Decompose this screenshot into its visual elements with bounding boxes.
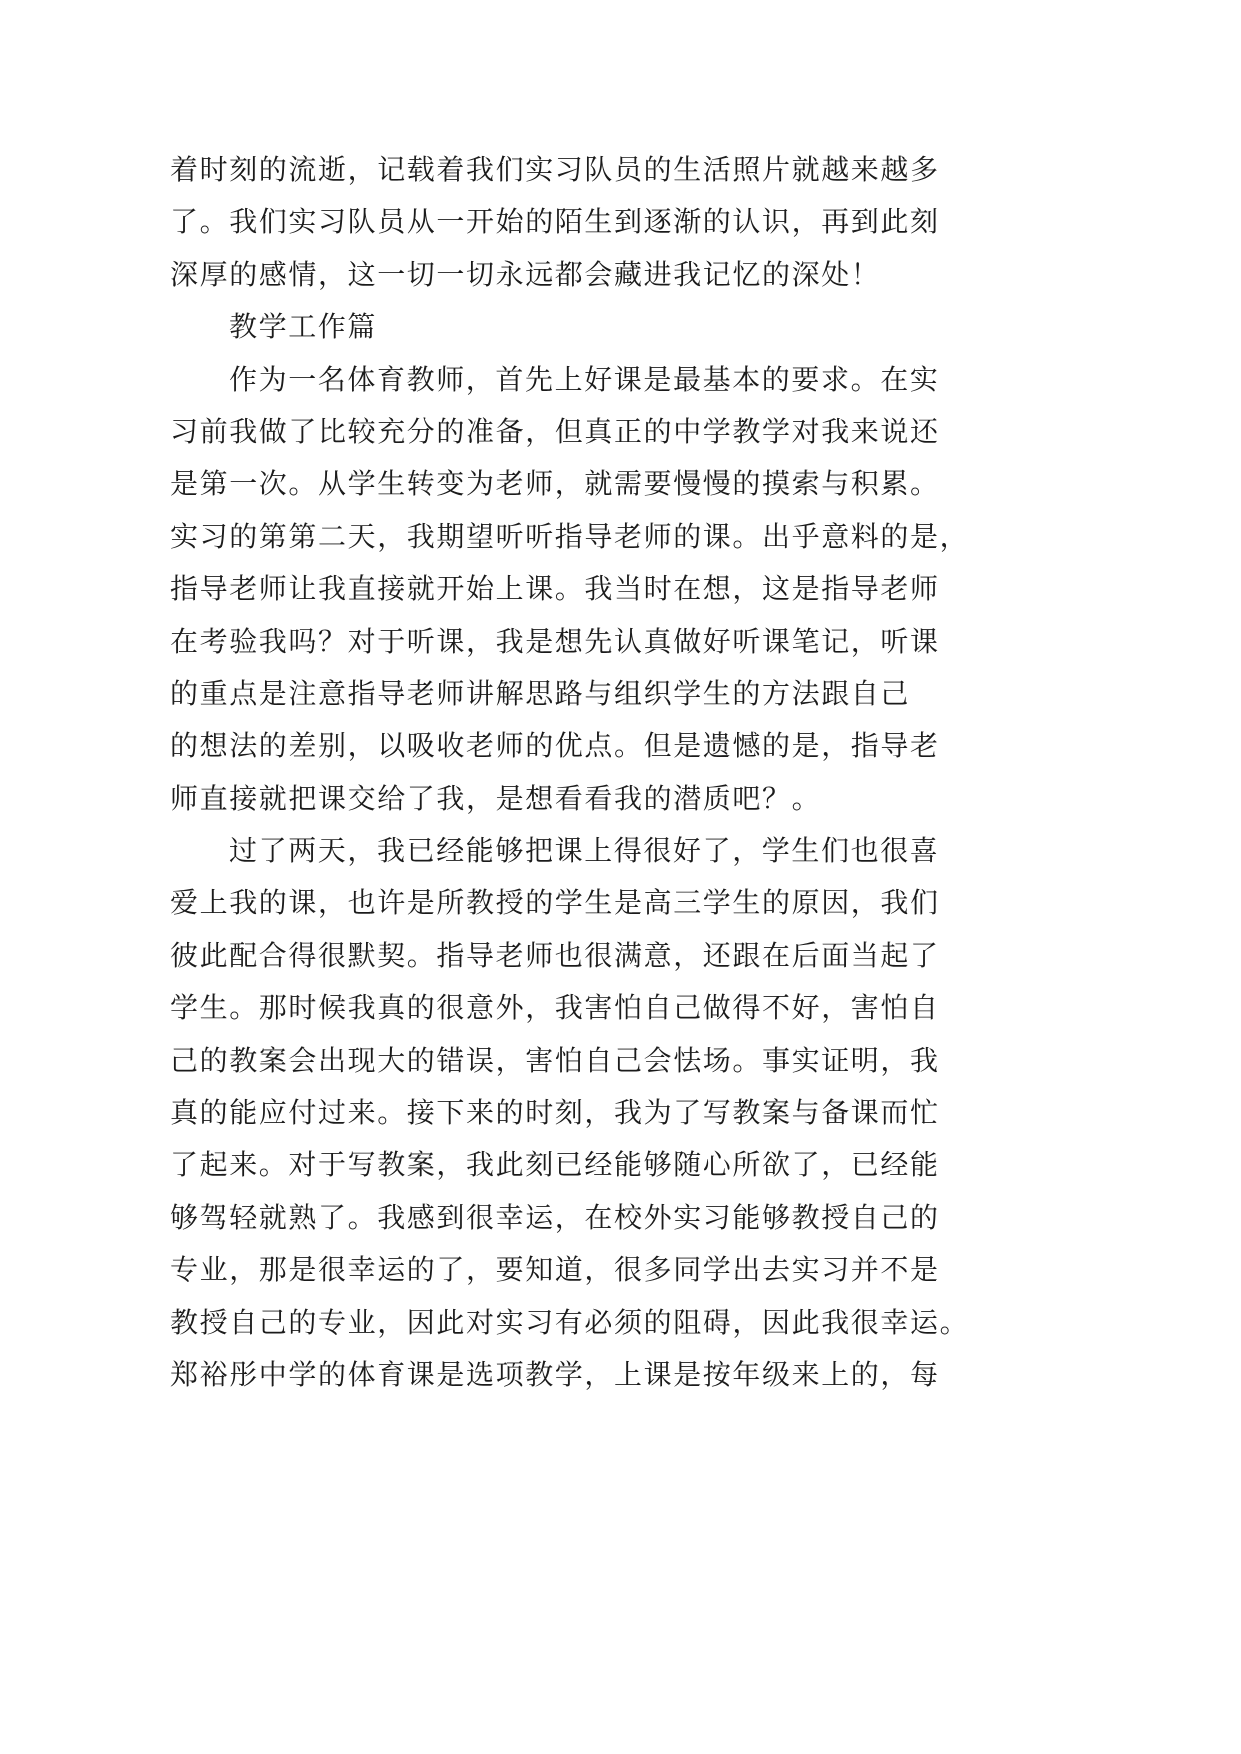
text-line: 师直接就把课交给了我，是想看看我的潜质吧？。 xyxy=(170,781,822,815)
paragraph xyxy=(170,354,970,826)
text-line: 作为一名体育教师，首先上好课是最基本的要求。在实 xyxy=(229,362,940,396)
text-line: 的想法的差别，以吸收老师的优点。但是遗憾的是，指导老 xyxy=(170,729,940,763)
text-line: 在考验我吗？对于听课，我是想先认真做好听课笔记，听课 xyxy=(170,624,940,658)
text-line: 己的教案会出现大的错误，害怕自己会怯场。事实证明，我 xyxy=(170,1043,940,1077)
text-line: 爱上我的课，也许是所教授的学生是高三学生的原因，我们 xyxy=(170,886,940,920)
text-line: 够驾轻就熟了。我感到很幸运，在校外实习能够教授自己的 xyxy=(170,1200,940,1234)
text-line: 指导老师让我直接就开始上课。我当时在想，这是指导老师 xyxy=(170,572,940,606)
text-line: 习前我做了比较充分的准备，但真正的中学教学对我来说还 xyxy=(170,414,940,448)
text-line: 了起来。对于写教案，我此刻已经能够随心所欲了，已经能 xyxy=(170,1148,940,1182)
text-line: 过了两天，我已经能够把课上得很好了，学生们也很喜 xyxy=(229,834,940,868)
intro-paragraph xyxy=(170,144,970,301)
text-line: 教授自己的专业，因此对实习有必须的阻碍，因此我很幸运。 xyxy=(170,1305,970,1339)
paragraph xyxy=(170,825,970,1401)
section-heading-block xyxy=(170,301,970,353)
text-line: 真的能应付过来。接下来的时刻，我为了写教案与备课而忙 xyxy=(170,1096,940,1130)
text-line: 学生。那时候我真的很意外，我害怕自己做得不好，害怕自 xyxy=(170,991,940,1025)
text-line: 是第一次。从学生转变为老师，就需要慢慢的摸索与积累。 xyxy=(170,467,940,501)
text-line: 了。我们实习队员从一开始的陌生到逐渐的认识，再到此刻 xyxy=(170,205,940,239)
text-line: 实习的第第二天，我期望听听指导老师的课。出乎意料的是， xyxy=(170,519,970,553)
text-line: 郑裕彤中学的体育课是选项教学，上课是按年级来上的，每 xyxy=(170,1357,940,1391)
text-line: 着时刻的流逝，记载着我们实习队员的生活照片就越来越多 xyxy=(170,153,940,186)
section-heading: 教学工作篇 xyxy=(229,310,378,344)
document-body xyxy=(170,144,970,1401)
text-line: 深厚的感情，这一切一切永远都会藏进我记忆的深处！ xyxy=(170,257,881,291)
text-line: 彼此配合得很默契。指导老师也很满意，还跟在后面当起了 xyxy=(170,938,940,972)
text-line: 的重点是注意指导老师讲解思路与组织学生的方法跟自己 xyxy=(170,676,911,710)
text-line: 专业，那是很幸运的了，要知道，很多同学出去实习并不是 xyxy=(170,1253,940,1287)
